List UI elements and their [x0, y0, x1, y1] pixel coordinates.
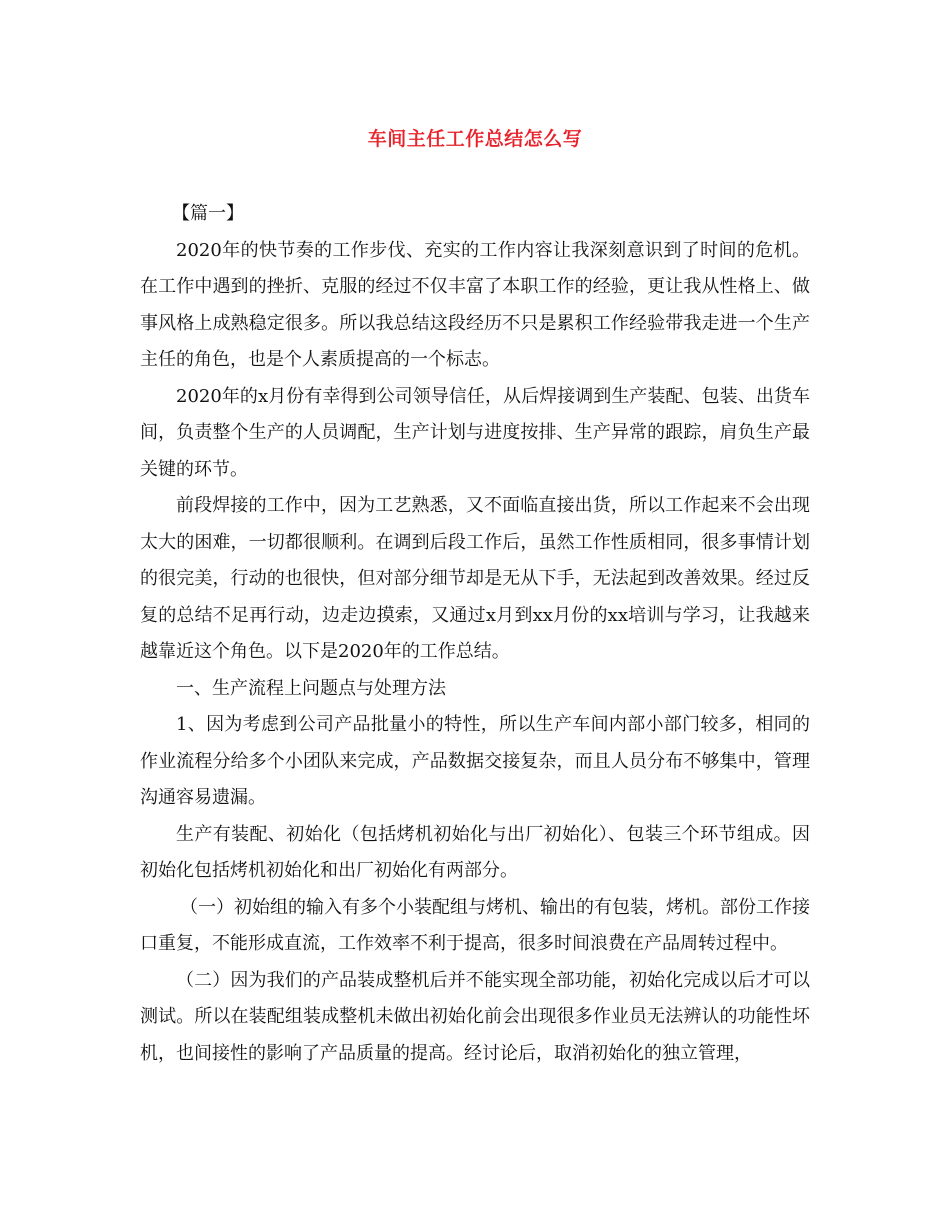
paragraph-sub-1: （一）初始组的输入有多个小装配组与烤机、输出的有包装，烤机。部份工作接口重复，不能形成直流，工作效率不利于提高，很多时间浪费在产品周转过程中。 — [140, 896, 810, 954]
document-title: 车间主任工作总结怎么写 — [367, 128, 583, 150]
paragraph-assignment: 2020年的x月份有幸得到公司领导信任，从后焊接调到生产装配、包装、出货车间，负责整个生产的人员调配，生产计划与进度按排、生产异常的跟踪，肩负生产最关键的环节。 — [140, 385, 810, 480]
paragraph-reflection: 前段焊接的工作中，因为工艺熟悉，又不面临直接出货，所以工作起来不会出现太大的困难，一切都很顺利。在调到后段工作后，虽然工作性质相同，很多事情计划的很完美，行动的也很快，但对部分细节却是无从下手，无法起到改善效果。经过反复的总结不足再行动，边走边摸索，又通过x月到xx月份的xx培训与学习，让我越来越靠近这个角色。以下是2020年的工作总结。 — [140, 495, 810, 662]
document-body — [140, 196, 810, 1072]
paragraph-point-1: 1、因为考虑到公司产品批量小的特性，所以生产车间内部小部门较多，相同的作业流程分给多个小团队来完成，产品数据交接复杂，而且人员分布不够集中，管理沟通容易遗漏。 — [140, 714, 810, 808]
paragraph-intro: 2020年的快节奏的工作步伐、充实的工作内容让我深刻意识到了时间的危机。在工作中遇到的挫折、克服的经过不仅丰富了本职工作的经验，更让我从性格上、做事风格上成熟稳定很多。所以我总结这段经历不只是累积工作经验带我走进一个生产主任的角色，也是个人素质提高的一个标志。 — [140, 239, 810, 370]
section-heading-process-issues: 一、生产流程上问题点与处理方法 — [176, 677, 446, 699]
paragraph-production-stages: 生产有装配、初始化（包括烤机初始化与出厂初始化）、包装三个环节组成。因初始化包括烤机初始化和出厂初始化有两部分。 — [140, 823, 810, 881]
paragraph-sub-2: （二）因为我们的产品装成整机后并不能实现全部功能，初始化完成以后才可以测试。所以在装配组装成整机未做出初始化前会出现很多作业员无法辨认的功能性坏机，也间接性的影响了产品质量的提高。经讨论后，取消初始化的独立管理， — [140, 969, 810, 1064]
section-label: 【篇一】 — [172, 203, 244, 224]
